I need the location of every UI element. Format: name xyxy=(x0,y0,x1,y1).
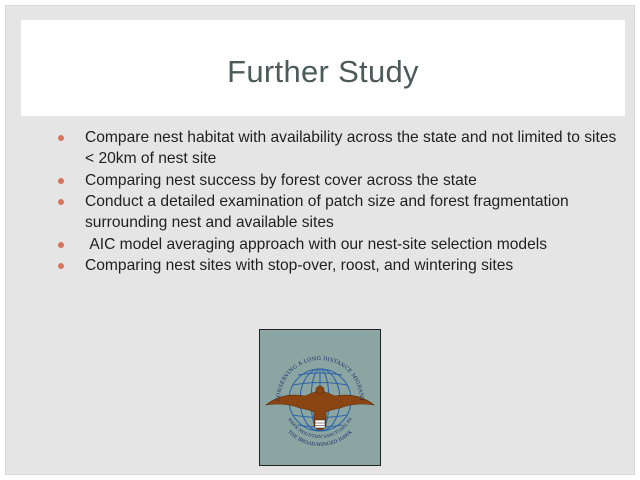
bullet-icon xyxy=(58,263,64,269)
logo-bottom-text-2: HAWK MOUNTAIN SANCTUARY, PA xyxy=(287,416,353,440)
logo-image xyxy=(259,329,381,466)
bullet-icon xyxy=(58,199,64,205)
bullet-item xyxy=(58,191,618,233)
bullet-item xyxy=(58,127,618,169)
bullet-text: Conduct a detailed examination of patch size and forest fragmentation surrounding nest and available sites xyxy=(85,193,569,231)
bullet-item xyxy=(58,234,618,255)
logo-top-text: CONSERVING A LONG DISTANCE MIGRANT xyxy=(275,355,365,402)
bullet-icon xyxy=(58,135,64,141)
bullet-list xyxy=(58,127,618,277)
hawk-globe-logo-icon xyxy=(260,330,380,465)
bullet-text: AIC model averaging approach with our nest-site selection models xyxy=(85,235,547,253)
bullet-text: Comparing nest success by forest cover across the state xyxy=(85,171,477,189)
bullet-item xyxy=(58,170,618,191)
slide xyxy=(5,5,635,475)
title-bar xyxy=(21,20,625,116)
bullet-text: Comparing nest sites with stop-over, roost, and wintering sites xyxy=(85,257,514,274)
bullet-icon xyxy=(58,242,64,248)
logo-bottom-text-1: THE BROAD-WINGED HAWK xyxy=(286,429,354,449)
bullet-text: Compare nest habitat with availability across the state and not limited to sites < 20km of nest site xyxy=(85,129,617,167)
bullet-item xyxy=(58,255,618,276)
slide-title: Further Study xyxy=(227,54,419,89)
bullet-icon xyxy=(58,178,64,184)
